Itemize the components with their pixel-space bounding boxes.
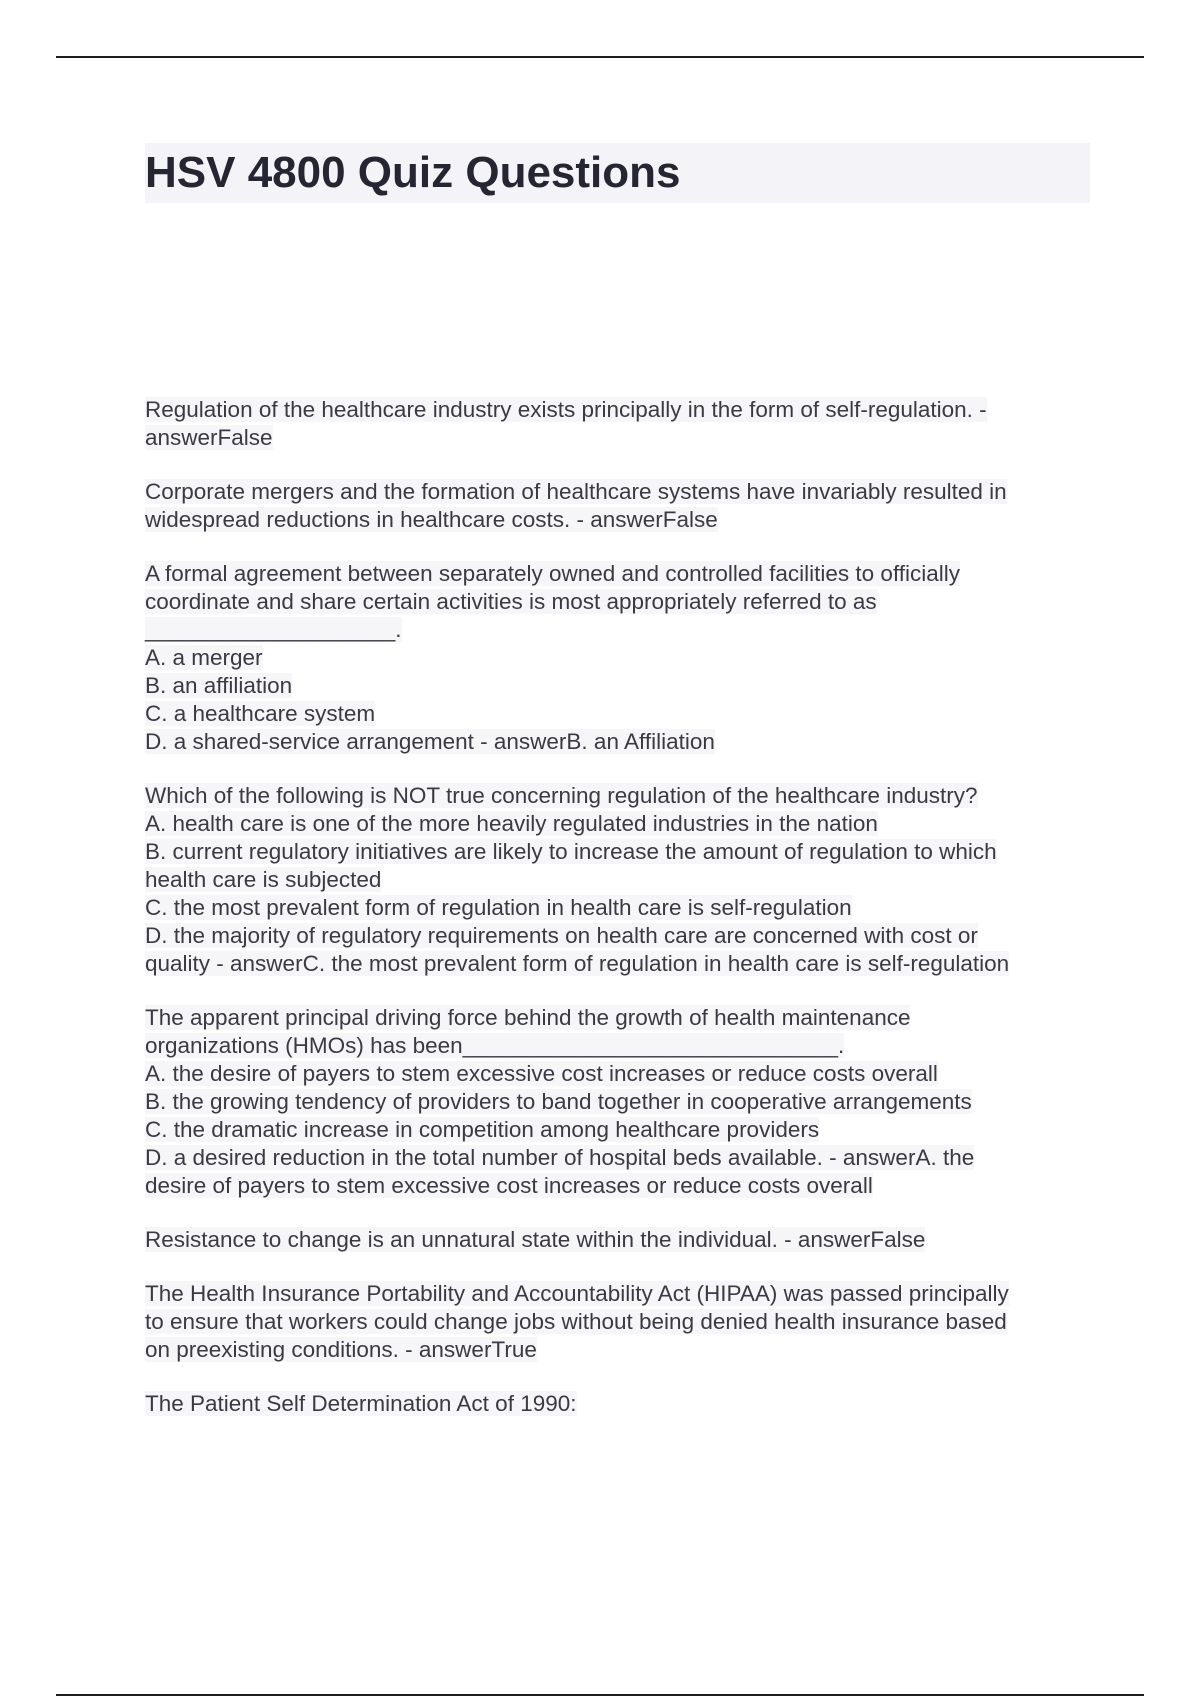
top-rule xyxy=(56,56,1144,58)
question-block-3 xyxy=(145,560,1105,756)
option-c: C. the dramatic increase in competition among healthcare providers xyxy=(145,1117,820,1142)
question-line: Which of the following is NOT true concerning regulation of the healthcare industry? xyxy=(145,783,978,808)
question-block-5 xyxy=(145,1004,1105,1200)
question-line: coordinate and share certain activities is most appropriately referred to as xyxy=(145,589,877,614)
option-c: C. the most prevalent form of regulation in health care is self-regulation xyxy=(145,895,852,920)
question-block-4 xyxy=(145,782,1105,978)
question-line: ____________________. xyxy=(145,617,402,642)
question-line: to ensure that workers could change jobs without being denied health insurance based xyxy=(145,1309,1007,1334)
question-line: Regulation of the healthcare industry exists principally in the form of self-regulation. - xyxy=(145,397,987,422)
option-b: B. current regulatory initiatives are likely to increase the amount of regulation to which xyxy=(145,839,997,864)
question-line: answerFalse xyxy=(145,425,273,450)
document-title: HSV 4800 Quiz Questions xyxy=(145,143,1090,203)
question-line: Resistance to change is an unnatural state within the individual. - answerFalse xyxy=(145,1227,926,1252)
question-line: on preexisting conditions. - answerTrue xyxy=(145,1337,537,1362)
question-block-6 xyxy=(145,1226,1105,1254)
bottom-rule xyxy=(56,1694,1144,1696)
question-line: Corporate mergers and the formation of healthcare systems have invariably resulted in xyxy=(145,479,1007,504)
option-a: A. the desire of payers to stem excessive cost increases or reduce costs overall xyxy=(145,1061,938,1086)
question-line: The Health Insurance Portability and Accountability Act (HIPAA) was passed principally xyxy=(145,1281,1009,1306)
question-line: organizations (HMOs) has been______________________________. xyxy=(145,1033,845,1058)
option-b-continued: health care is subjected xyxy=(145,867,382,892)
option-d: D. the majority of regulatory requirements on health care are concerned with cost or xyxy=(145,923,978,948)
question-line: The apparent principal driving force behind the growth of health maintenance xyxy=(145,1005,911,1030)
option-b: B. the growing tendency of providers to band together in cooperative arrangements xyxy=(145,1089,972,1114)
question-block-2 xyxy=(145,478,1105,534)
question-block-8 xyxy=(145,1390,1105,1418)
option-b: B. an affiliation xyxy=(145,673,293,698)
option-c: C. a healthcare system xyxy=(145,701,376,726)
question-list xyxy=(145,396,1105,1444)
option-d: D. a desired reduction in the total number of hospital beds available. - answerA. the xyxy=(145,1145,975,1170)
question-line: The Patient Self Determination Act of 1990: xyxy=(145,1391,577,1416)
answer-line: desire of payers to stem excessive cost increases or reduce costs overall xyxy=(145,1173,873,1198)
question-line: widespread reductions in healthcare costs. - answerFalse xyxy=(145,507,718,532)
option-a: A. health care is one of the more heavily regulated industries in the nation xyxy=(145,811,878,836)
question-block-7 xyxy=(145,1280,1105,1364)
option-d-with-answer: quality - answerC. the most prevalent form of regulation in health care is self-regulation xyxy=(145,951,1010,976)
option-a: A. a merger xyxy=(145,645,263,670)
question-line: A formal agreement between separately owned and controlled facilities to officially xyxy=(145,561,961,586)
question-block-1 xyxy=(145,396,1105,452)
option-d-with-answer: D. a shared-service arrangement - answerB. an Affiliation xyxy=(145,729,715,754)
